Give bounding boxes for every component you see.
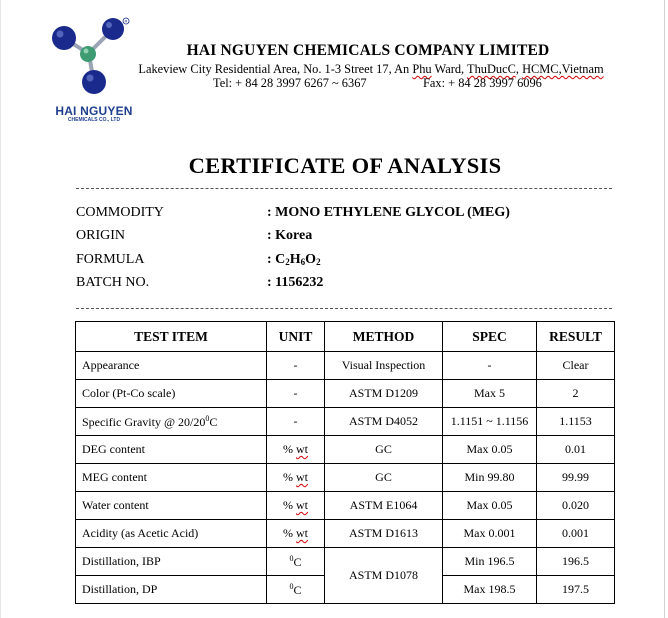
formula-label: FORMULA [76, 252, 145, 267]
divider-bottom [76, 308, 612, 309]
unit: % wt [267, 436, 325, 464]
spec: Max 0.05 [443, 436, 537, 464]
commodity-label: COMMODITY [76, 205, 164, 220]
header-result: RESULT [537, 322, 615, 352]
svg-text:R: R [124, 18, 128, 24]
batch-label: BATCH NO. [76, 275, 150, 290]
table-row [76, 548, 615, 576]
spec: Min 99.80 [443, 464, 537, 492]
test-item: Acidity (as Acetic Acid) [76, 520, 267, 548]
spec: 1.1151 ~ 1.1156 [443, 408, 537, 436]
unit: - [267, 380, 325, 408]
result: 197.5 [537, 576, 615, 604]
batch-value: : 1156232 [267, 275, 324, 290]
test-item: Specific Gravity @ $20/20^0C$ [76, 408, 267, 436]
method: ASTM E1064 [325, 492, 443, 520]
test-item: Water content [76, 492, 267, 520]
test-item: DEG content [76, 436, 267, 464]
unit: % wt [267, 464, 325, 492]
company-tel: Tel: + 84 28 3997 6267 ~ 6367 [213, 76, 367, 90]
spec: Max 0.05 [443, 492, 537, 520]
method: ASTM D1209 [325, 380, 443, 408]
result: 0.001 [537, 520, 615, 548]
result: 1.1153 [537, 408, 615, 436]
spec: Max 5 [443, 380, 537, 408]
method: GC [325, 436, 443, 464]
company-name: HAI NGUYEN CHEMICALS COMPANY LIMITED [186, 42, 550, 59]
result: 99.99 [537, 464, 615, 492]
logo-subtitle: CHEMICALS CO., LTD [67, 117, 121, 123]
header-method: METHOD [325, 322, 443, 352]
logo-text [48, 104, 140, 124]
divider-top [76, 188, 612, 189]
result: 196.5 [537, 548, 615, 576]
formula-value: : $C_2H_6O_2$ [267, 252, 321, 267]
test-item: Distillation, DP [76, 576, 267, 604]
document-edge-right [664, 0, 665, 618]
unit: - [267, 352, 325, 380]
result: Clear [537, 352, 615, 380]
method: ASTM D1078 [325, 548, 443, 604]
table-row [76, 520, 615, 548]
unit: $^0$C [267, 576, 325, 604]
table-row [76, 492, 615, 520]
header-unit: UNIT [267, 322, 325, 352]
commodity-value: : MONO ETHYLENE GLYCOL (MEG) [267, 205, 510, 220]
origin-label: ORIGIN [76, 228, 125, 243]
method: ASTM D4052 [325, 408, 443, 436]
result: 0.020 [537, 492, 615, 520]
method: Visual Inspection [325, 352, 443, 380]
test-item: MEG content [76, 464, 267, 492]
result: 0.01 [537, 436, 615, 464]
document-title: CERTIFICATE OF ANALYSIS [188, 153, 502, 178]
header-test-item: TEST ITEM [76, 322, 267, 352]
unit: $^0$C [267, 548, 325, 576]
spec: Min 196.5 [443, 548, 537, 576]
test-item: Appearance [76, 352, 267, 380]
spec: Max 0.001 [443, 520, 537, 548]
test-item: Distillation, IBP [76, 548, 267, 576]
table-header-row [76, 322, 615, 352]
table-row [76, 464, 615, 492]
document-edge-left [0, 0, 1, 618]
unit: % wt [267, 492, 325, 520]
table-row [76, 436, 615, 464]
unit: % wt [267, 520, 325, 548]
company-address: Lakeview City Residential Area, No. 1-3 Street 17, An Phu Ward, ThuDucC, HCMC,Vietnam [138, 62, 604, 76]
header-spec: SPEC [443, 322, 537, 352]
table-row [76, 352, 615, 380]
spec: Max 198.5 [443, 576, 537, 604]
method: ASTM D1613 [325, 520, 443, 548]
test-item: Color (Pt-Co scale) [76, 380, 267, 408]
spec: - [443, 352, 537, 380]
table-row [76, 380, 615, 408]
method: GC [325, 464, 443, 492]
unit: - [267, 408, 325, 436]
logo-name: HAI NGUYEN [55, 104, 133, 118]
origin-value: : Korea [267, 228, 313, 243]
analysis-table [75, 321, 615, 604]
company-fax: Fax: + 84 28 3997 6096 [423, 76, 542, 90]
result: 2 [537, 380, 615, 408]
table-row [76, 408, 615, 436]
